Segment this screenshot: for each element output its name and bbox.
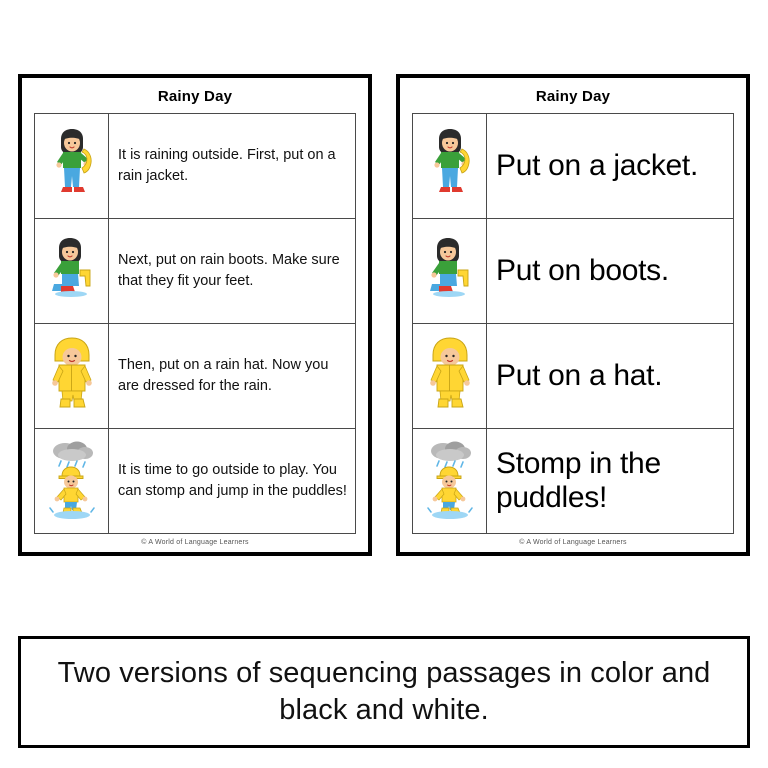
card-title: Rainy Day [157,88,233,105]
passage-text-cell [109,114,355,218]
sentence-text: Put on a hat. [496,359,663,393]
sentence-text-cell [487,324,733,428]
color-passage-card [18,74,372,556]
table-row [35,324,355,429]
girl-jumping-in-puddle-rain-cloud-icon [35,429,109,533]
passage-text: It is time to go outside to play. You can stomp and jump in the puddles! [118,461,347,499]
passage-text-cell [109,219,355,323]
girl-putting-on-rain-boots-icon [35,219,109,323]
girl-jumping-in-puddle-rain-cloud-icon [413,429,487,533]
girl-putting-on-rain-jacket-icon [35,114,109,218]
sentence-text-cell [487,219,733,323]
table-row [413,324,733,429]
girl-wearing-rain-hat-icon [413,324,487,428]
sentence-table [412,113,734,534]
caption-text: Two versions of sequencing passages in color and black and white. [57,656,711,726]
simple-sentence-card [396,74,750,556]
sentence-text: Stomp in the puddles! [496,447,661,514]
girl-wearing-rain-hat-icon [35,324,109,428]
card-title: Rainy Day [535,88,611,105]
table-row [413,219,733,324]
table-row [35,114,355,219]
passage-text-cell [109,429,355,533]
table-row [413,429,733,534]
passage-text-cell [109,324,355,428]
sentence-text: Put on boots. [496,254,669,288]
table-row [35,429,355,534]
sentence-text-cell [487,429,733,533]
passage-text: Then, put on a rain hat. Now you are dressed for the rain. [118,356,329,394]
girl-putting-on-rain-jacket-icon [413,114,487,218]
passage-text: Next, put on rain boots. Make sure that they fit your feet. [118,251,340,289]
sentence-text-cell [487,114,733,218]
passage-text: It is raining outside. First, put on a rain jacket. [118,146,336,184]
girl-putting-on-rain-boots-icon [413,219,487,323]
credit-line: © A World of Language Learners [141,539,249,546]
table-row [35,219,355,324]
cards-row [18,74,750,556]
sentence-text: Put on a jacket. [496,149,698,183]
caption-box [18,636,750,748]
passage-table [34,113,356,534]
credit-line: © A World of Language Learners [519,539,627,546]
table-row [413,114,733,219]
